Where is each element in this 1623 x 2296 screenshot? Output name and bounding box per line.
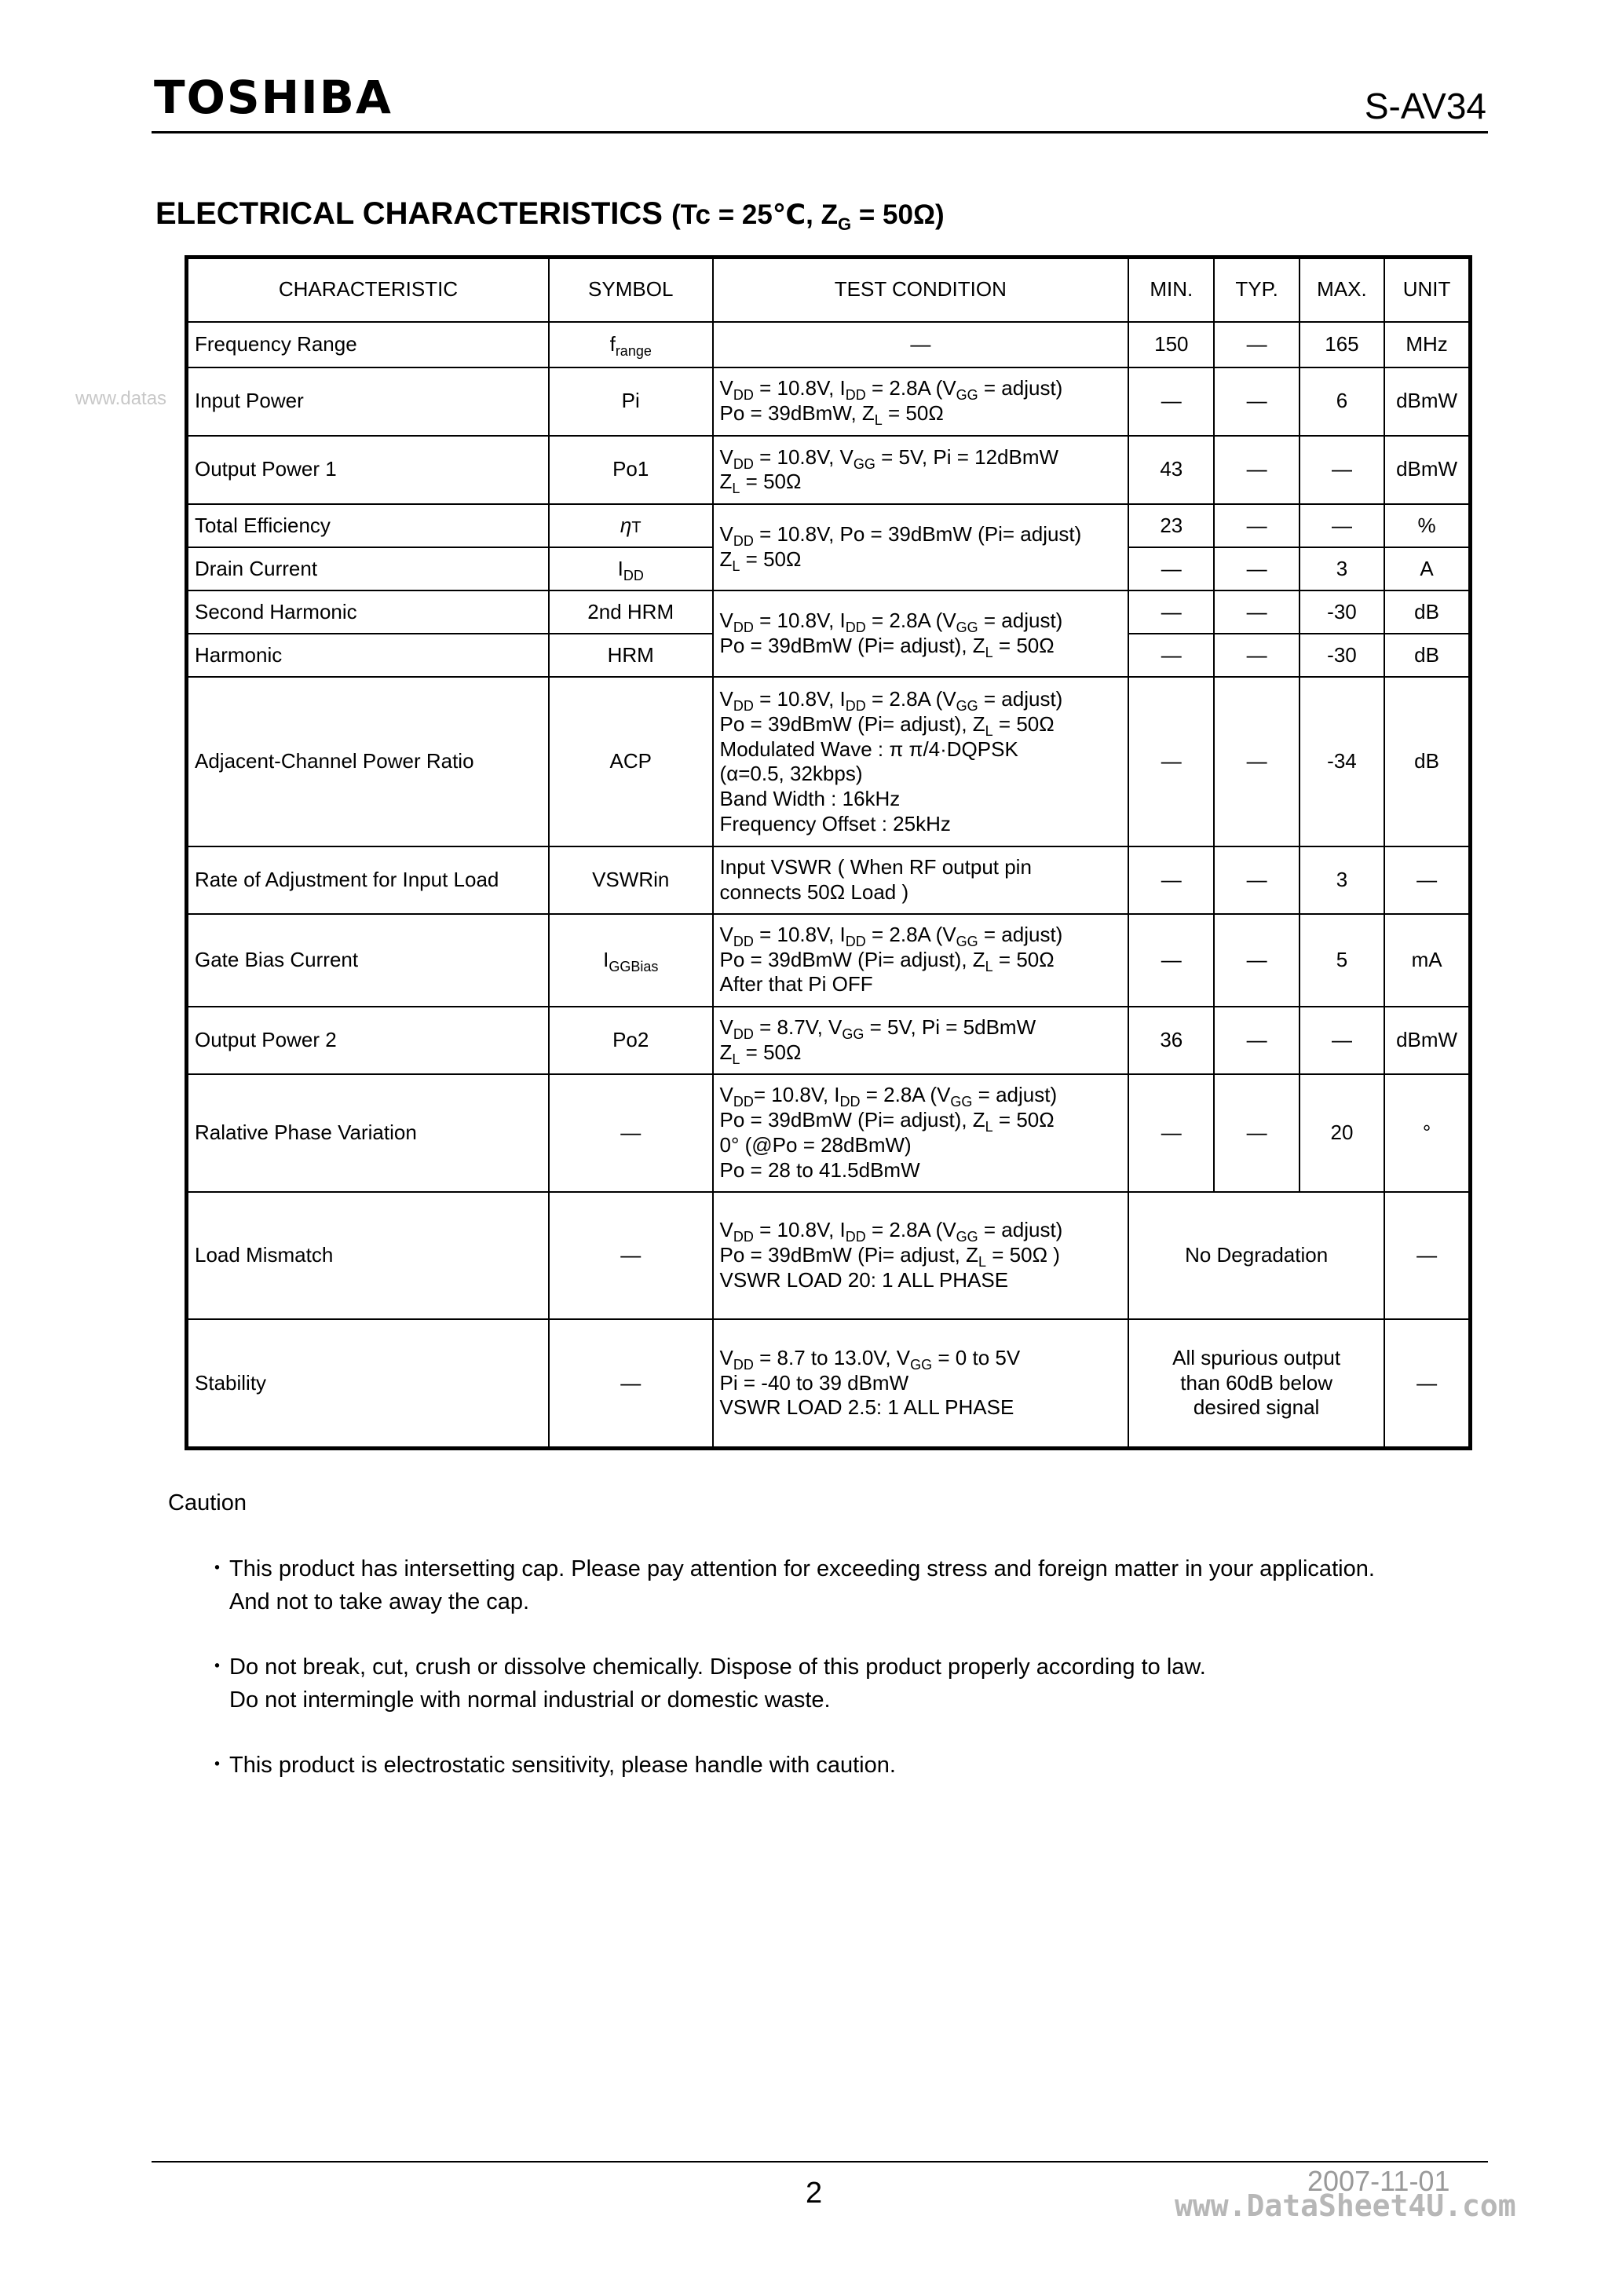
cell-max: 20 (1299, 1074, 1384, 1192)
cell-condition: $V_{DD} = 10.8V$, Po = 39dBmW (Pi= adjust) $Z_L = 50\Omega$ (713, 504, 1129, 590)
cell-unit: dBmW (1384, 1007, 1470, 1074)
bullet: ・ (206, 1753, 229, 1778)
cell-typ: — (1214, 504, 1299, 547)
cell-unit: MHz (1384, 322, 1470, 367)
cell-max: -30 (1299, 634, 1384, 677)
cell-unit: dBmW (1384, 367, 1470, 436)
cell-condition: $V_{DD} = 8.7V$, $V_{GG} = 5V$, Pi = 5dBmW $Z_L = 50\Omega$ (713, 1007, 1129, 1074)
cell-characteristic: Load Mismatch (187, 1192, 549, 1319)
cell-characteristic: Drain Current (187, 547, 549, 590)
cell-condition: $V_{DD}= 10.8V$, $I_{DD} = 2.8A$ ($V_{GG}$ = adjust) Po = 39dBmW (Pi= adjust), $Z_L = 50\Omega$ 0° (@Po = 28dBmW) Po = 28 to 41.5dBmW (713, 1074, 1129, 1192)
cell-characteristic: Stability (187, 1319, 549, 1448)
cell-symbol: $I_{DD}$ (549, 547, 713, 590)
cell-typ: — (1214, 547, 1299, 590)
cell-symbol: — (549, 1192, 713, 1319)
cell-condition: Input VSWR ( When RF output pin connects 50Ω Load ) (713, 846, 1129, 913)
cell-characteristic: Total Efficiency (187, 504, 549, 547)
cell-typ: — (1214, 322, 1299, 367)
cell-result: No Degradation (1128, 1192, 1384, 1319)
table-row (187, 436, 1471, 504)
cell-typ: — (1214, 846, 1299, 913)
cell-max: — (1299, 436, 1384, 504)
cell-unit: dB (1384, 677, 1470, 846)
caution-text: Do not break, cut, crush or dissolve chemically. Dispose of this product properly according to law. (229, 1654, 1206, 1680)
cell-min: 23 (1128, 504, 1214, 547)
table-row (187, 677, 1471, 846)
cell-symbol: $I_{GGBias}$ (549, 914, 713, 1007)
cell-max: 6 (1299, 367, 1384, 436)
cell-typ: — (1214, 367, 1299, 436)
table-header-row (187, 258, 1471, 322)
cell-condition: $V_{DD} = 10.8V$, $I_{DD} = 2.8A$ ($V_{GG}$ = adjust) Po = 39dBmW (Pi= adjust), $Z_L = 50\Omega$ (713, 590, 1129, 677)
cell-min: — (1128, 677, 1214, 846)
caution-text: This product has intersetting cap. Please pay attention for exceeding stress and foreign matter in your application. (229, 1556, 1375, 1581)
cell-min: 43 (1128, 436, 1214, 504)
cell-characteristic: Adjacent-Channel Power Ratio (187, 677, 549, 846)
col-header: UNIT (1384, 258, 1470, 322)
electrical-characteristics-table (185, 255, 1472, 1450)
cell-typ: — (1214, 1074, 1299, 1192)
watermark-left: www.datas (75, 388, 167, 409)
cell-typ: — (1214, 914, 1299, 1007)
cell-result: All spurious output than 60dB below desired signal (1128, 1319, 1384, 1448)
table-row (187, 1192, 1471, 1319)
footer-rule (152, 2161, 1488, 2163)
cell-unit: mA (1384, 914, 1470, 1007)
cell-symbol: Po1 (549, 436, 713, 504)
col-header: MAX. (1299, 258, 1384, 322)
cell-min: 150 (1128, 322, 1214, 367)
cell-unit: dB (1384, 634, 1470, 677)
cell-max: — (1299, 504, 1384, 547)
cell-symbol: Pi (549, 367, 713, 436)
cell-typ: — (1214, 436, 1299, 504)
cell-max: 3 (1299, 547, 1384, 590)
cell-symbol: ACP (549, 677, 713, 846)
page-number: 2 (806, 2177, 823, 2210)
section-title-main: ELECTRICAL CHARACTERISTICS (155, 196, 663, 231)
cell-condition: $V_{DD} = 10.8V$, $I_{DD} = 2.8A$ ($V_{GG}$ = adjust) Po = 39dBmW (Pi= adjust, $Z_L = 50\Omega$ ) VSWR LOAD 20: 1 ALL PHASE (713, 1192, 1129, 1319)
cell-unit: — (1384, 846, 1470, 913)
cell-unit: dBmW (1384, 436, 1470, 504)
cell-unit: A (1384, 547, 1470, 590)
cell-symbol: — (549, 1319, 713, 1448)
col-header: TEST CONDITION (713, 258, 1129, 322)
cell-condition: $V_{DD} = 10.8V$, $V_{GG} = 5V$, Pi = 12dBmW $Z_L = 50\Omega$ (713, 436, 1129, 504)
cell-symbol: — (549, 1074, 713, 1192)
caution-item (206, 1552, 1375, 1618)
caution-text: Do not intermingle with normal industrial or domestic waste. (229, 1687, 831, 1713)
cell-min: — (1128, 547, 1214, 590)
table-row (187, 504, 1471, 547)
cell-typ: — (1214, 677, 1299, 846)
cell-condition: $V_{DD} = 8.7$ to 13.0V, $V_{GG} = 0$ to 5V Pi = -40 to 39 dBmW VSWR LOAD 2.5: 1 ALL PHASE (713, 1319, 1129, 1448)
cell-symbol: $f_{range}$ (549, 322, 713, 367)
section-title-conditions: (Tc = 25℃, $Z_G = 50\Omega$) (671, 199, 945, 234)
cell-symbol: VSWRin (549, 846, 713, 913)
cell-max: — (1299, 1007, 1384, 1074)
cell-max: 165 (1299, 322, 1384, 367)
cell-condition: $V_{DD} = 10.8V$, $I_{DD} = 2.8A$ ($V_{GG}$ = adjust) Po = 39dBmW (Pi= adjust), $Z_L = 50\Omega$ Modulated Wave : π π/4·DQPSK (α=0.5, 32kbps) Band Width : 16kHz Frequency Offset : 25kHz (713, 677, 1129, 846)
cell-unit: — (1384, 1319, 1470, 1448)
cell-characteristic: Gate Bias Current (187, 914, 549, 1007)
cell-characteristic: Input Power (187, 367, 549, 436)
cell-min: — (1128, 634, 1214, 677)
cell-characteristic: Second Harmonic (187, 590, 549, 634)
cell-min: — (1128, 590, 1214, 634)
cell-symbol: HRM (549, 634, 713, 677)
cell-condition: — (713, 322, 1129, 367)
cell-max: 3 (1299, 846, 1384, 913)
cell-unit: dB (1384, 590, 1470, 634)
caution-item (206, 1749, 896, 1782)
cell-max: -30 (1299, 590, 1384, 634)
document-code: S-AV34 (1364, 86, 1486, 126)
cell-characteristic: Ralative Phase Variation (187, 1074, 549, 1192)
watermark-footer: www.DataSheet4U.com (1175, 2188, 1516, 2223)
cell-symbol: ηT (549, 504, 713, 547)
cell-unit: % (1384, 504, 1470, 547)
table-row (187, 1319, 1471, 1448)
table-row (187, 1007, 1471, 1074)
cell-max: 5 (1299, 914, 1384, 1007)
cell-max: -34 (1299, 677, 1384, 846)
col-header: SYMBOL (549, 258, 713, 322)
col-header: MIN. (1128, 258, 1214, 322)
bullet: ・ (206, 1654, 229, 1680)
cell-min: — (1128, 1074, 1214, 1192)
cell-min: — (1128, 367, 1214, 436)
caution-text: This product is electrostatic sensitivity, please handle with caution. (229, 1753, 896, 1778)
caution-text: And not to take away the cap. (229, 1589, 530, 1614)
cell-characteristic: Output Power 2 (187, 1007, 549, 1074)
cell-symbol: 2nd HRM (549, 590, 713, 634)
col-header: CHARACTERISTIC (187, 258, 549, 322)
cell-typ: — (1214, 1007, 1299, 1074)
header-rule (152, 131, 1488, 133)
caution-title: Caution (168, 1490, 247, 1515)
footer-date: 2007-11-01 (1307, 2165, 1450, 2197)
table-row (187, 1074, 1471, 1192)
table-row (187, 590, 1471, 634)
cell-unit: ° (1384, 1074, 1470, 1192)
cell-condition: $V_{DD} = 10.8V$, $I_{DD} = 2.8A$ ($V_{GG}$ = adjust) Po = 39dBmW (Pi= adjust), $Z_L = 50\Omega$ After that Pi OFF (713, 914, 1129, 1007)
table-row (187, 322, 1471, 367)
cell-characteristic: Frequency Range (187, 322, 549, 367)
cell-typ: — (1214, 634, 1299, 677)
cell-condition: $V_{DD} = 10.8V$, $I_{DD} = 2.8A$ ($V_{GG}$ = adjust) Po = 39dBmW, $Z_L = 50\Omega$ (713, 367, 1129, 436)
toshiba-logo: TOSHIBA (154, 71, 393, 124)
cell-typ: — (1214, 590, 1299, 634)
cell-symbol: Po2 (549, 1007, 713, 1074)
cell-unit: — (1384, 1192, 1470, 1319)
table-row (187, 914, 1471, 1007)
cell-min: 36 (1128, 1007, 1214, 1074)
bullet: ・ (206, 1556, 229, 1581)
table-row (187, 367, 1471, 436)
section-title (155, 198, 945, 233)
col-header: TYP. (1214, 258, 1299, 322)
cell-min: — (1128, 914, 1214, 1007)
cell-min: — (1128, 846, 1214, 913)
caution-item (206, 1651, 1206, 1717)
cell-characteristic: Output Power 1 (187, 436, 549, 504)
cell-characteristic: Harmonic (187, 634, 549, 677)
table-row (187, 846, 1471, 913)
cell-characteristic: Rate of Adjustment for Input Load (187, 846, 549, 913)
